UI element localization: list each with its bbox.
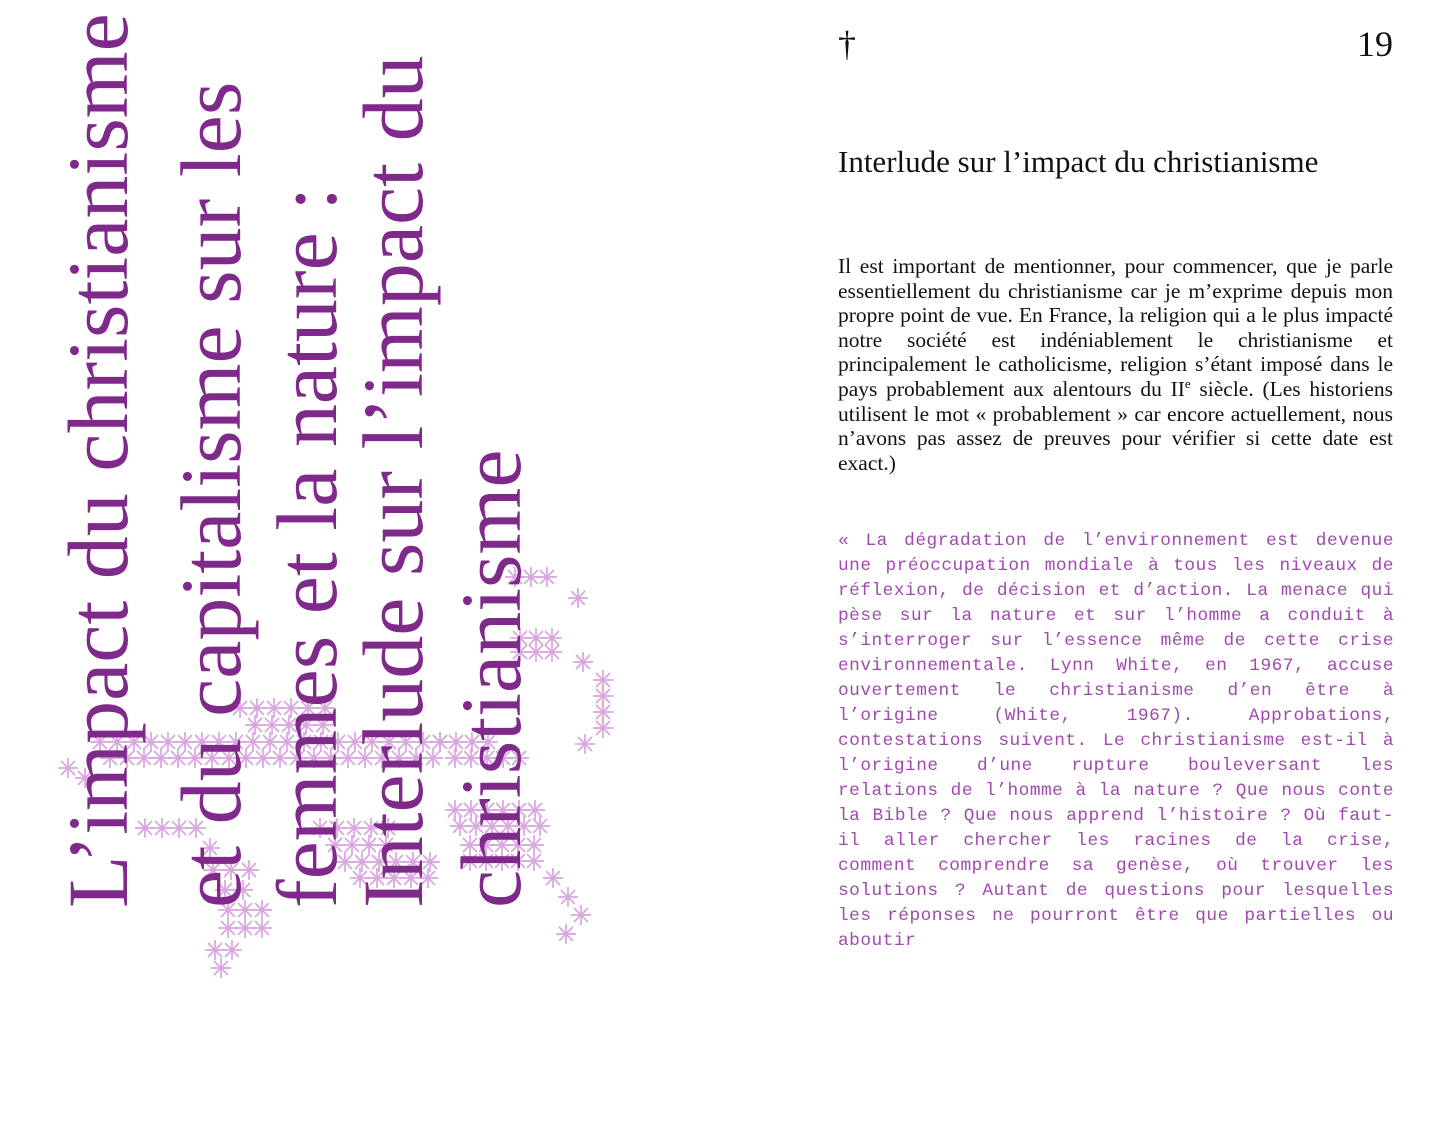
- paragraph-text-b: siècle. (Les historiens utilisent le mot « probablement » car encore actuellement, nous n’avons pas assez de preuves pour vérifier si cette date est exact.): [838, 376, 1393, 475]
- title-line-2: et du capitalisme sur les: [163, 81, 259, 908]
- title-line-1: L’impact du christianisme: [50, 13, 146, 908]
- left-page: [0, 0, 726, 1122]
- right-page: [726, 0, 1453, 1122]
- vertical-title: [0, 0, 726, 1122]
- section-heading: Interlude sur l’impact du christianisme: [838, 144, 1319, 179]
- ordinal-superscript: e: [1184, 375, 1191, 391]
- paragraph-text-a: Il est important de mentionner, pour commencer, que je parle essentiellement du christianisme car je m’exprime depuis mon propre point de vue. En France, la religion qui a le plus impacté notre société est indéniablement le christianisme et principalement le catholicisme, religion s’étant imposé dans le pays probablement aux alentours du II: [838, 254, 1393, 401]
- page-number: 19: [1357, 24, 1393, 64]
- quotation-block: « La dégradation de l’environnement est devenue une préoccupation mondiale à tous les niveaux de réflexion, de décision et d’action. La menace qui pèse sur la nature et sur l’homme a conduit à s’interroger sur l’essence même de cette crise environnementale. Lynn White, en 1967, accuse ouvertement le christianisme d’en être à l’origine (White, 1967). Approbations, contestations suivent. Le christianisme est-il à l’origine d’une rupture bouleversant les relations de l’homme à la nature ? Que nous conte la Bible ? Que nous apprend l’histoire ? Où faut-il aller chercher les racines de la crise, comment comprendre sa genèse, où trouver les solutions ? Autant de questions pour lesquelles les réponses ne pourront être que partielles ou aboutir: [838, 531, 1394, 951]
- title-line-4: Interlude sur l’impact du: [345, 55, 441, 908]
- dagger-mark: †: [838, 24, 856, 64]
- title-line-3: femmes et la nature :: [259, 186, 355, 908]
- title-line-5: christianisme: [443, 449, 539, 908]
- body-paragraph: [838, 254, 1393, 475]
